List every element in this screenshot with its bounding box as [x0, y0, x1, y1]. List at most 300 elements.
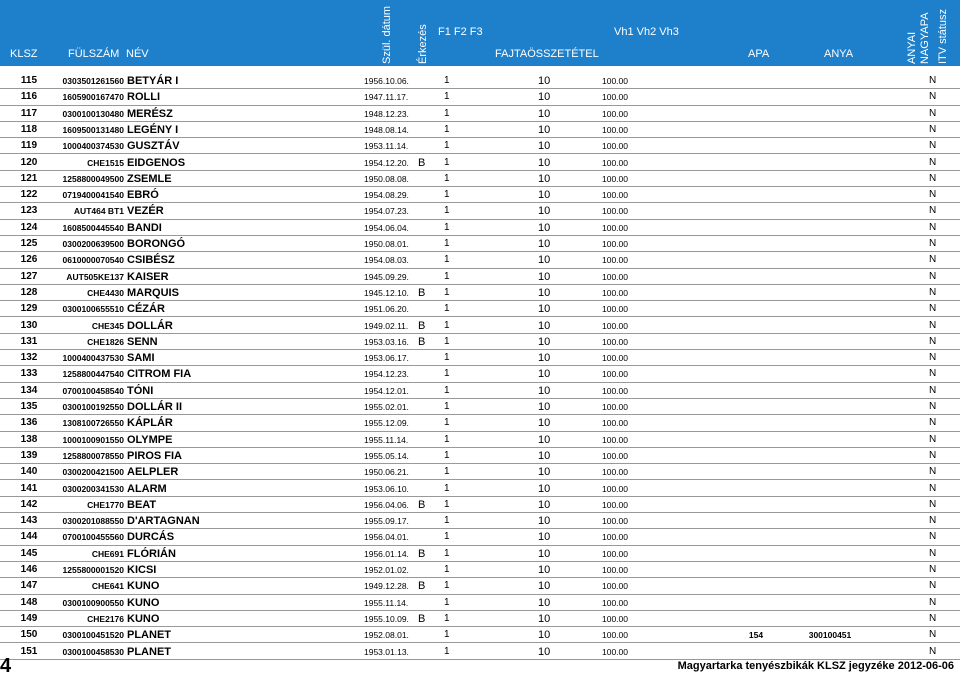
cell-erk: B	[418, 580, 426, 593]
cell-pct: 100.00	[602, 516, 628, 527]
cell-nev: KUNO	[127, 580, 160, 593]
cell-klsz: 139	[20, 449, 38, 461]
cell-faj: 10	[538, 189, 551, 202]
cell-f1: 1	[444, 254, 450, 266]
cell-datum: 1955.12.09.	[364, 418, 409, 429]
table-row	[0, 366, 960, 382]
cell-klsz: 118	[20, 123, 38, 135]
cell-datum: 1954.07.23.	[364, 206, 409, 217]
cell-faj: 10	[538, 286, 551, 299]
cell-nev: ZSEMLE	[127, 172, 172, 185]
table-row	[0, 562, 960, 578]
cell-itv: N	[929, 498, 937, 510]
header-vh-labels: Vh1 Vh2 Vh3	[614, 26, 679, 38]
cell-erk: B	[418, 547, 426, 560]
cell-f1: 1	[444, 189, 450, 201]
cell-datum: 1950.06.21.	[364, 467, 409, 478]
cell-datum: 1956.04.01.	[364, 532, 409, 543]
cell-pct: 100.00	[602, 320, 628, 331]
cell-nev: MARQUIS	[127, 286, 179, 299]
cell-klsz: 117	[20, 107, 38, 119]
cell-itv: N	[929, 368, 937, 380]
cell-fulszam: 1605900167470	[62, 92, 124, 103]
cell-faj: 10	[538, 368, 551, 381]
cell-itv: N	[929, 189, 937, 201]
cell-nev: CSIBÉSZ	[127, 254, 175, 267]
cell-itv: N	[929, 612, 937, 624]
cell-fulszam: 1258800078550	[62, 450, 124, 461]
cell-faj: 10	[538, 645, 551, 658]
cell-fulszam: 1000400374530	[62, 141, 124, 152]
cell-f1: 1	[444, 368, 450, 380]
cell-f1: 1	[444, 286, 450, 298]
cell-klsz: 135	[20, 401, 38, 412]
cell-itv: N	[929, 107, 937, 119]
cell-itv: N	[929, 254, 937, 266]
cell-pct: 100.00	[602, 434, 628, 445]
cell-datum: 1954.12.23.	[364, 369, 409, 380]
cell-itv: N	[929, 172, 937, 184]
cell-datum: 1956.04.06.	[364, 499, 409, 510]
cell-klsz: 122	[20, 189, 38, 201]
cell-nev: ROLLI	[127, 91, 160, 104]
header-nev: NÉV	[126, 48, 149, 60]
cell-itv: N	[929, 515, 937, 527]
cell-nev: BETYÁR I	[127, 75, 179, 87]
cell-pct: 100.00	[602, 239, 628, 249]
cell-fulszam: 0300100451520	[62, 630, 124, 641]
cell-klsz: 129	[20, 303, 38, 315]
cell-fulszam: 0300100130480	[62, 108, 124, 119]
cell-klsz: 126	[20, 254, 38, 266]
cell-fulszam: CHE4430	[87, 287, 124, 298]
table-row	[0, 138, 960, 154]
cell-faj: 10	[538, 319, 551, 332]
cell-datum: 1950.08.01.	[364, 239, 409, 249]
cell-pct: 100.00	[602, 385, 628, 396]
table-row	[0, 529, 960, 545]
cell-datum: 1955.02.01.	[364, 402, 409, 412]
cell-fulszam: 0303501261560	[62, 76, 124, 86]
cell-pct: 100.00	[602, 206, 628, 217]
cell-nev: EIDGENOS	[127, 156, 186, 169]
table-header	[0, 0, 960, 66]
cell-fulszam: CHE691	[91, 548, 124, 559]
cell-erk: B	[418, 319, 426, 332]
cell-itv: N	[929, 466, 937, 478]
table-row	[0, 644, 960, 660]
cell-datum: 1955.05.14.	[364, 450, 409, 461]
cell-anya: 300100451	[808, 630, 852, 641]
cell-faj: 10	[538, 580, 551, 593]
cell-f1: 1	[444, 172, 450, 184]
cell-pct: 100.00	[602, 483, 628, 494]
table-row	[0, 383, 960, 399]
cell-f1: 1	[444, 580, 450, 592]
table-row	[0, 285, 960, 301]
cell-itv: N	[929, 352, 937, 364]
cell-pct: 100.00	[602, 124, 628, 135]
cell-nev: PLANET	[127, 629, 171, 642]
cell-nev: PIROS FIA	[127, 449, 183, 462]
cell-itv: N	[929, 140, 937, 152]
cell-klsz: 116	[20, 91, 38, 103]
cell-itv: N	[929, 75, 937, 86]
table-row	[0, 252, 960, 268]
cell-datum: 1955.11.14.	[364, 434, 409, 445]
cell-faj: 10	[538, 75, 551, 87]
cell-nev: BORONGÓ	[127, 238, 186, 250]
table-row	[0, 350, 960, 366]
cell-pct: 100.00	[602, 222, 628, 233]
header-szul-datum: Szül. dátum	[381, 5, 393, 64]
cell-itv: N	[929, 221, 937, 233]
cell-itv: N	[929, 238, 937, 249]
cell-klsz: 115	[20, 75, 38, 86]
cell-fulszam: CHE1515	[87, 157, 124, 168]
cell-fulszam: CHE1770	[87, 499, 124, 510]
cell-itv: N	[929, 319, 937, 331]
table-row	[0, 89, 960, 105]
cell-nev: TÓNI	[127, 384, 154, 397]
cell-klsz: 148	[20, 596, 38, 608]
cell-fulszam: 0300100655510	[62, 304, 124, 315]
cell-klsz: 138	[20, 433, 38, 445]
cell-f1: 1	[444, 384, 450, 396]
cell-f1: 1	[444, 335, 450, 347]
cell-klsz: 121	[20, 172, 38, 184]
cell-f1: 1	[444, 612, 450, 624]
cell-f1: 1	[444, 645, 450, 657]
cell-pct: 100.00	[602, 499, 628, 510]
cell-klsz: 149	[20, 612, 38, 624]
cell-klsz: 127	[20, 270, 38, 282]
cell-itv: N	[929, 433, 937, 445]
cell-klsz: 151	[20, 645, 38, 657]
cell-datum: 1952.01.02.	[364, 565, 409, 575]
cell-fulszam: CHE1826	[87, 336, 124, 347]
cell-f1: 1	[444, 352, 450, 364]
cell-faj: 10	[538, 531, 551, 544]
cell-itv: N	[929, 417, 937, 429]
cell-datum: 1953.03.16.	[364, 336, 409, 347]
cell-pct: 100.00	[602, 418, 628, 429]
table-row	[0, 448, 960, 464]
cell-fulszam: CHE641	[91, 581, 124, 592]
cell-faj: 10	[538, 629, 551, 642]
table-row	[0, 578, 960, 594]
cell-fulszam: 0300200421500	[62, 467, 124, 478]
cell-f1: 1	[444, 123, 450, 135]
cell-f1: 1	[444, 596, 450, 608]
cell-klsz: 147	[20, 580, 38, 592]
cell-datum: 1953.06.17.	[364, 353, 409, 364]
cell-klsz: 134	[20, 384, 38, 396]
cell-fulszam: 0610000070540	[62, 255, 124, 266]
cell-klsz: 128	[20, 286, 38, 298]
cell-pct: 100.00	[602, 271, 628, 282]
cell-itv: N	[929, 401, 937, 412]
table-row	[0, 269, 960, 285]
cell-nev: PLANET	[127, 645, 171, 658]
cell-fulszam: 1258800447540	[62, 369, 124, 380]
cell-pct: 100.00	[602, 255, 628, 266]
table-row	[0, 236, 960, 252]
cell-apa: 154	[748, 630, 764, 641]
header-fajtaosszetetel: FAJTAÖSSZETÉTEL	[495, 48, 599, 60]
cell-klsz: 136	[20, 417, 38, 429]
cell-faj: 10	[538, 303, 551, 316]
cell-klsz: 119	[20, 140, 38, 152]
cell-datum: 1948.12.23.	[364, 108, 409, 119]
cell-pct: 100.00	[602, 565, 628, 575]
cell-f1: 1	[444, 482, 450, 494]
cell-faj: 10	[538, 140, 551, 153]
cell-datum: 1954.08.03.	[364, 255, 409, 266]
cell-nev: SENN	[127, 335, 158, 348]
cell-f1: 1	[444, 564, 450, 575]
cell-f1: 1	[444, 156, 450, 168]
cell-nev: DURCÁS	[127, 531, 175, 544]
cell-faj: 10	[538, 417, 551, 430]
cell-datum: 1955.09.17.	[364, 516, 409, 527]
cell-datum: 1954.06.04.	[364, 222, 409, 233]
cell-f1: 1	[444, 238, 450, 249]
cell-itv: N	[929, 547, 937, 559]
cell-klsz: 132	[20, 352, 38, 364]
cell-klsz: 123	[20, 205, 38, 217]
table-row	[0, 513, 960, 529]
cell-datum: 1953.06.10.	[364, 483, 409, 494]
cell-fulszam: AUT505KE137	[66, 271, 124, 282]
cell-nev: CÉZÁR	[127, 303, 165, 316]
cell-pct: 100.00	[602, 76, 628, 86]
cell-nev: BEAT	[127, 498, 157, 511]
table-row	[0, 334, 960, 350]
cell-datum: 1951.06.20.	[364, 304, 409, 315]
cell-faj: 10	[538, 91, 551, 104]
table-row	[0, 318, 960, 334]
cell-nev: KICSI	[127, 564, 157, 576]
header-klsz: KLSZ	[10, 48, 38, 60]
cell-fulszam: 0300201088550	[62, 516, 124, 527]
table-row	[0, 415, 960, 431]
table-row	[0, 171, 960, 187]
cell-klsz: 125	[20, 238, 38, 249]
cell-nev: SAMI	[127, 352, 155, 365]
cell-faj: 10	[538, 515, 551, 528]
cell-pct: 100.00	[602, 450, 628, 461]
header-f-labels: F1 F2 F3	[438, 26, 483, 38]
cell-itv: N	[929, 449, 937, 461]
cell-fulszam: 1608500445540	[62, 222, 124, 233]
cell-nev: OLYMPE	[127, 433, 173, 446]
cell-erk: B	[418, 335, 426, 348]
cell-pct: 100.00	[602, 157, 628, 168]
cell-pct: 100.00	[602, 336, 628, 347]
table-row	[0, 301, 960, 317]
table-row	[0, 464, 960, 480]
cell-itv: N	[929, 286, 937, 298]
cell-fulszam: 0719400041540	[62, 190, 124, 201]
cell-erk: B	[418, 498, 426, 511]
table-row	[0, 106, 960, 122]
cell-datum: 1947.11.17.	[364, 92, 409, 103]
header-itv-statusz: ITV státusz	[937, 8, 949, 64]
cell-pct: 100.00	[602, 304, 628, 315]
cell-fulszam: 0300100192550	[62, 402, 124, 412]
cell-itv: N	[929, 531, 937, 543]
cell-f1: 1	[444, 515, 450, 527]
cell-klsz: 146	[20, 564, 38, 575]
table-row	[0, 203, 960, 219]
cell-faj: 10	[538, 466, 551, 479]
cell-pct: 100.00	[602, 402, 628, 412]
cell-faj: 10	[538, 498, 551, 511]
cell-datum: 1954.08.29.	[364, 190, 409, 201]
table-row	[0, 432, 960, 448]
cell-f1: 1	[444, 401, 450, 412]
cell-datum: 1948.08.14.	[364, 124, 409, 135]
cell-datum: 1956.10.06.	[364, 76, 409, 86]
cell-fulszam: CHE2176	[87, 613, 124, 624]
table-row	[0, 497, 960, 513]
cell-pct: 100.00	[602, 141, 628, 152]
cell-datum: 1954.12.01.	[364, 385, 409, 396]
header-anyai-nagyapa: ANYAI NAGYAPA	[906, 12, 931, 64]
cell-f1: 1	[444, 303, 450, 315]
cell-faj: 10	[538, 172, 551, 185]
cell-nev: GUSZTÁV	[127, 140, 180, 153]
cell-erk: B	[418, 286, 426, 299]
table-row	[0, 627, 960, 643]
cell-nev: DOLLÁR	[127, 319, 173, 332]
table-row	[0, 611, 960, 627]
cell-itv: N	[929, 596, 937, 608]
table-row	[0, 73, 960, 89]
cell-nev: MERÉSZ	[127, 107, 173, 120]
cell-f1: 1	[444, 140, 450, 152]
cell-klsz: 124	[20, 221, 38, 233]
cell-datum: 1952.08.01.	[364, 630, 409, 641]
cell-fulszam: 0300200341530	[62, 483, 124, 494]
cell-datum: 1956.01.14.	[364, 548, 409, 559]
cell-itv: N	[929, 629, 937, 641]
cell-f1: 1	[444, 466, 450, 478]
table-row	[0, 155, 960, 171]
cell-itv: N	[929, 335, 937, 347]
cell-datum: 1955.11.14.	[364, 597, 409, 608]
cell-nev: KÁPLÁR	[127, 417, 173, 430]
cell-klsz: 150	[20, 629, 38, 641]
cell-f1: 1	[444, 629, 450, 641]
cell-fulszam: CHE345	[91, 320, 124, 331]
cell-itv: N	[929, 303, 937, 315]
table-row	[0, 399, 960, 415]
cell-faj: 10	[538, 482, 551, 495]
cell-f1: 1	[444, 433, 450, 445]
header-fulszam: FÜLSZÁM	[68, 48, 120, 60]
cell-itv: N	[929, 645, 937, 657]
cell-klsz: 142	[20, 498, 38, 510]
cell-erk: B	[418, 156, 426, 169]
cell-nev: KUNO	[127, 612, 160, 625]
cell-faj: 10	[538, 107, 551, 120]
cell-f1: 1	[444, 75, 450, 86]
cell-fulszam: 0300100458530	[62, 646, 124, 657]
cell-erk: B	[418, 612, 426, 625]
cell-faj: 10	[538, 596, 551, 609]
cell-datum: 1945.09.29.	[364, 271, 409, 282]
cell-klsz: 120	[20, 156, 38, 168]
cell-fulszam: 1255800001520	[62, 565, 124, 575]
header-anya: ANYA	[824, 48, 854, 60]
cell-faj: 10	[538, 123, 551, 136]
cell-nev: ALARM	[127, 482, 167, 495]
cell-nev: CITROM FIA	[127, 368, 192, 381]
cell-faj: 10	[538, 270, 551, 283]
cell-nev: D'ARTAGNAN	[127, 515, 200, 528]
cell-nev: AELPLER	[127, 466, 179, 479]
cell-fulszam: 1000100901550	[62, 434, 124, 445]
cell-pct: 100.00	[602, 630, 628, 641]
cell-datum: 1945.12.10.	[364, 287, 409, 298]
cell-faj: 10	[538, 254, 551, 267]
cell-pct: 100.00	[602, 613, 628, 624]
cell-fulszam: 0700100458540	[62, 385, 124, 396]
header-erkezes: Érkezés	[417, 24, 429, 64]
cell-faj: 10	[538, 238, 551, 250]
cell-klsz: 145	[20, 547, 38, 559]
cell-itv: N	[929, 270, 937, 282]
cell-itv: N	[929, 156, 937, 168]
cell-pct: 100.00	[602, 532, 628, 543]
cell-f1: 1	[444, 531, 450, 543]
table-row	[0, 546, 960, 562]
cell-klsz: 140	[20, 466, 38, 478]
table-row	[0, 122, 960, 138]
cell-faj: 10	[538, 352, 551, 365]
cell-pct: 100.00	[602, 369, 628, 380]
cell-faj: 10	[538, 401, 551, 413]
cell-nev: LEGÉNY I	[127, 123, 179, 136]
cell-pct: 100.00	[602, 548, 628, 559]
cell-itv: N	[929, 482, 937, 494]
cell-faj: 10	[538, 205, 551, 218]
cell-f1: 1	[444, 91, 450, 103]
cell-f1: 1	[444, 270, 450, 282]
cell-pct: 100.00	[602, 597, 628, 608]
cell-pct: 100.00	[602, 287, 628, 298]
cell-klsz: 143	[20, 515, 38, 527]
table-row	[0, 481, 960, 497]
cell-f1: 1	[444, 205, 450, 217]
cell-fulszam: 1258800049500	[62, 173, 124, 184]
cell-itv: N	[929, 384, 937, 396]
cell-faj: 10	[538, 433, 551, 446]
cell-f1: 1	[444, 319, 450, 331]
cell-fulszam: 0700100455560	[62, 532, 124, 543]
cell-f1: 1	[444, 449, 450, 461]
cell-klsz: 130	[20, 319, 38, 331]
cell-pct: 100.00	[602, 581, 628, 592]
cell-nev: BANDI	[127, 221, 162, 234]
cell-faj: 10	[538, 449, 551, 462]
cell-faj: 10	[538, 221, 551, 234]
cell-faj: 10	[538, 156, 551, 169]
cell-pct: 100.00	[602, 173, 628, 184]
cell-nev: FLÓRIÁN	[127, 547, 176, 560]
